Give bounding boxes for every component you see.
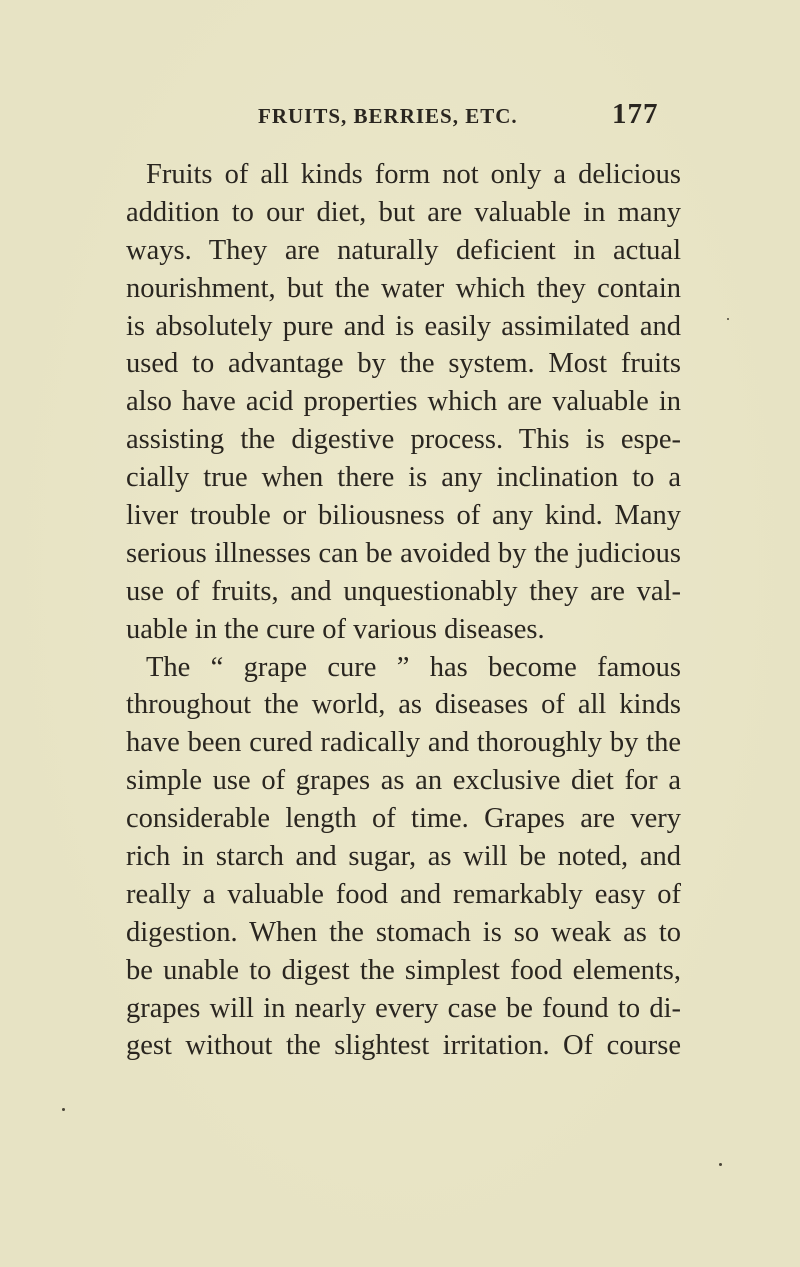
text-line: considerable length of time. Grapes are very — [126, 803, 681, 835]
text-line: The “ grape cure ” has become famous — [146, 651, 681, 683]
text-line: grapes will in nearly every case be found to di- — [126, 992, 681, 1024]
text-line: also have acid properties which are valuable in — [126, 386, 681, 418]
text-line: ways. They are naturally deficient in actual — [126, 234, 681, 266]
text-line: rich in starch and sugar, as will be noted, and — [126, 841, 681, 873]
text-line: serious illnesses can be avoided by the judicious — [126, 537, 681, 569]
page-number: 177 — [612, 98, 659, 130]
body-text — [126, 156, 681, 1065]
text-line: Fruits of all kinds form not only a delicious — [146, 159, 681, 190]
text-line: have been cured radically and thoroughly by the — [126, 727, 681, 759]
running-title: FRUITS, BERRIES, ETC. — [258, 104, 518, 128]
text-line: gest without the slightest irritation. Of course — [126, 1030, 681, 1062]
text-line: digestion. When the stomach is so weak as to — [126, 916, 681, 948]
paper-speck — [719, 1163, 722, 1166]
running-head — [0, 96, 800, 136]
text-line: is absolutely pure and is easily assimilated and — [126, 310, 681, 342]
text-line: use of fruits, and unquestionably they are val- — [126, 575, 681, 607]
text-line: be unable to digest the simplest food elements, — [126, 954, 681, 986]
text-line: cially true when there is any inclination to a — [126, 462, 681, 494]
text-line: liver trouble or biliousness of any kind. Many — [126, 500, 681, 532]
text-line: simple use of grapes as an exclusive diet for a — [126, 765, 681, 797]
text-line: throughout the world, as diseases of all kinds — [126, 689, 681, 721]
text-line: nourishment, but the water which they contain — [126, 272, 681, 304]
paper-speck — [727, 318, 729, 320]
paper-speck — [62, 1108, 65, 1111]
text-line: addition to our diet, but are valuable in many — [126, 196, 681, 228]
text-line: assisting the digestive process. This is espe- — [126, 424, 681, 456]
text-line: really a valuable food and remarkably easy of — [126, 878, 681, 910]
text-line: used to advantage by the system. Most fruits — [126, 348, 681, 380]
text-line: uable in the cure of various diseases. — [126, 613, 545, 645]
